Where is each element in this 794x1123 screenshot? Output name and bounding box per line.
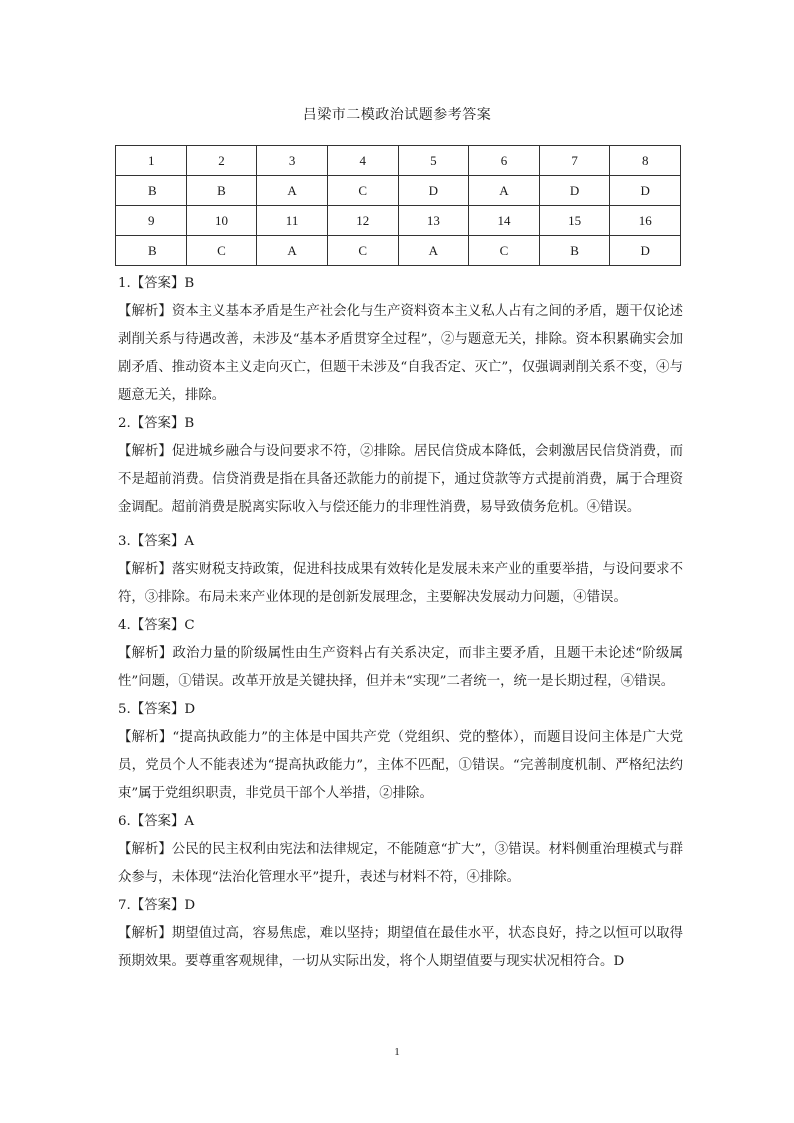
explanation-1: 【解析】资本主义基本矛盾是生产社会化与生产资料资本主义私人占有之间的矛盾，题干仅论述剥削关系与待遇改善，未涉及“基本矛盾贯穿全过程”，②与题意无关，排除。资本积累确实会加剧矛盾、推动资本主义走向灭亡，但题干未涉及“自我否定、灭亡”，仅强调剥削关系不变，④与题意无关，排除。 (118, 304, 683, 403)
table-cell: C (327, 176, 398, 206)
table-cell: 8 (610, 146, 681, 176)
table-cell: A (398, 236, 469, 266)
answer-table (115, 145, 681, 266)
table-cell: B (186, 176, 257, 206)
table-cell: 4 (327, 146, 398, 176)
answer-explanations (118, 270, 683, 976)
table-cell: A (257, 236, 328, 266)
table-cell: A (469, 176, 540, 206)
answer-line-1: 1.【答案】B (118, 276, 195, 291)
table-cell: 15 (539, 206, 610, 236)
table-cell: D (398, 176, 469, 206)
answer-line-5: 5.【答案】D (118, 702, 196, 717)
page-title: 吕梁市二模政治试题参考答案 (302, 107, 492, 123)
table-cell: B (116, 236, 187, 266)
explanation-7: 【解析】期望值过高，容易焦虑，难以坚持；期望值在最佳水平，状态良好，持之以恒可以取得预期效果。要尊重客观规律，一切从实际出发，将个人期望值要与现实状况相符合。D (118, 926, 683, 969)
table-cell: C (186, 236, 257, 266)
table-cell: 14 (469, 206, 540, 236)
table-cell: 1 (116, 146, 187, 176)
table-row (116, 176, 681, 206)
answer-line-6: 6.【答案】A (118, 814, 195, 829)
explanation-2: 【解析】促进城乡融合与设问要求不符，②排除。居民信贷成本降低，会刺激居民信贷消费，而不是超前消费。信贷消费是指在具备还款能力的前提下，通过贷款等方式提前消费，属于合理资金调配。超前消费是脱离实际收入与偿还能力的非理性消费，易导致债务危机。④错误。 (118, 444, 683, 515)
table-cell: D (610, 176, 681, 206)
table-cell: 9 (116, 206, 187, 236)
explanation-5: 【解析】“提高执政能力”的主体是中国共产党（党组织、党的整体），而题目设问主体是广大党员，党员个人不能表述为“提高执政能力”，主体不匹配，①错误。“完善制度机制、严格纪法约束”属于党组织职责，非党员干部个人举措，②排除。 (118, 730, 683, 801)
table-cell: B (539, 236, 610, 266)
answer-line-7: 7.【答案】D (118, 898, 196, 913)
table-cell: D (610, 236, 681, 266)
table-cell: C (469, 236, 540, 266)
explanation-4: 【解析】政治力量的阶级属性由生产资料占有关系决定，而非主要矛盾，且题干未论述“阶级属性”问题，①错误。改革开放是关键抉择，但并未“实现”二者统一，统一是长期过程，④错误。 (118, 646, 683, 689)
table-cell: 3 (257, 146, 328, 176)
table-cell: 7 (539, 146, 610, 176)
table-cell: 16 (610, 206, 681, 236)
table-cell: 11 (257, 206, 328, 236)
answer-line-4: 4.【答案】C (118, 618, 195, 633)
table-row (116, 236, 681, 266)
table-cell: B (116, 176, 187, 206)
table-cell: 2 (186, 146, 257, 176)
answer-line-2: 2.【答案】B (118, 416, 195, 431)
table-cell: 12 (327, 206, 398, 236)
answer-line-3: 3.【答案】A (118, 534, 195, 549)
table-cell: 5 (398, 146, 469, 176)
table-cell: 13 (398, 206, 469, 236)
table-cell: D (539, 176, 610, 206)
table-cell: 10 (186, 206, 257, 236)
table-cell: A (257, 176, 328, 206)
table-cell: C (327, 236, 398, 266)
table-row (116, 146, 681, 176)
explanation-6: 【解析】公民的民主权利由宪法和法律规定，不能随意“扩大”，③错误。材料侧重治理模式与群众参与，未体现“法治化管理水平”提升，表述与材料不符，④排除。 (118, 842, 683, 885)
explanation-3: 【解析】落实财税支持政策，促进科技成果有效转化是发展未来产业的重要举措，与设问要求不符，③排除。布局未来产业体现的是创新发展理念，主要解决发展动力问题，④错误。 (118, 562, 683, 605)
page-number: 1 (394, 1046, 400, 1058)
table-row (116, 206, 681, 236)
table-cell: 6 (469, 146, 540, 176)
